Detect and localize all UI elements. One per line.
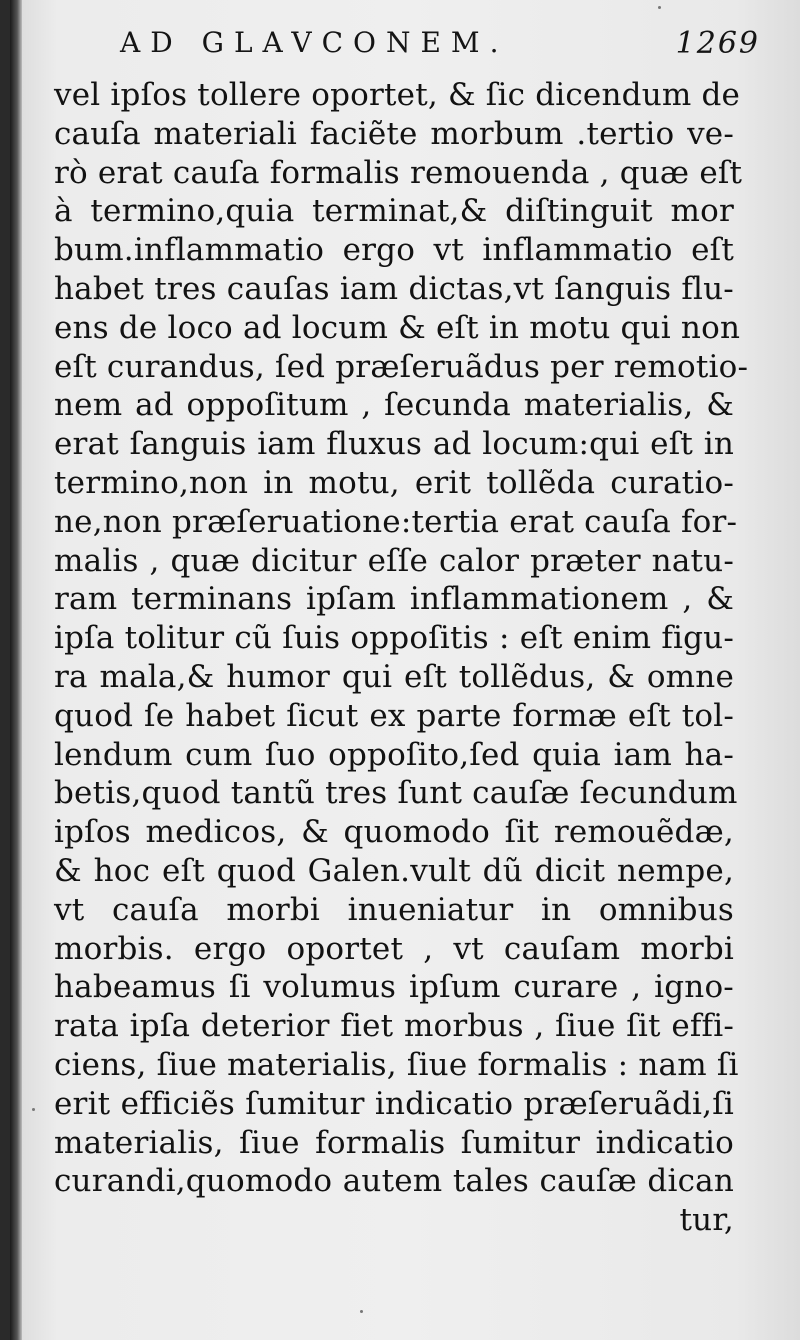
text-line: ra mala,& humor qui eſt tollẽdus, & omne: [54, 658, 734, 695]
ink-speck: [658, 6, 661, 9]
text-line: rata ipſa deterior fiet morbus , ſiue ſit effi-: [54, 1008, 734, 1045]
text-line: erit efficiẽs ſumitur indicatio præſeruãdi,ſi: [54, 1085, 734, 1122]
text-line: à termino,quia terminat,& diſtinguit mor: [54, 193, 734, 230]
text-line: & hoc eſt quod Galen.vult dũ dicit nempe,: [54, 852, 734, 889]
body-text: [54, 76, 749, 1240]
text-line: lendum cum ſuo oppoſito,ſed quia iam ha-: [54, 736, 734, 773]
text-line: bum.inflammatio ergo vt inflammatio eſt: [54, 232, 734, 269]
text-line: erat ſanguis iam fluxus ad locum:qui eſt in: [54, 426, 734, 463]
ink-speck: [360, 1310, 363, 1313]
text-line: vel ipſos tollere oportet, & ſic dicendum de: [54, 77, 741, 113]
text-line: ipſos medicos, & quomodo ſit remouẽdæ,: [54, 814, 734, 851]
ink-speck: [32, 1108, 35, 1111]
text-line: rò erat cauſa formalis remouenda , quæ eſt: [54, 154, 743, 191]
page-header: [120, 26, 760, 66]
text-line: vt cauſa morbi inueniatur in omnibus: [54, 891, 734, 928]
text-line: ipſa tolitur cũ ſuis oppoſitis : eſt enim figu-: [54, 620, 734, 657]
text-line: betis,quod tantũ tres ſunt cauſæ ſecundum: [54, 775, 738, 812]
text-line: ram terminans ipſam inflammationem , &: [54, 581, 734, 618]
text-line: eſt curandus, ſed præſeruãdus per remotio-: [54, 348, 749, 385]
text-line: morbis. ergo oportet , vt cauſam morbi: [54, 930, 734, 967]
text-line: ens de loco ad locum & eſt in motu qui non: [54, 309, 741, 346]
page-binding-shadow: [10, 0, 22, 1340]
catchword: tur,: [679, 1202, 734, 1239]
text-line: habet tres cauſas iam dictas,vt ſanguis flu-: [54, 270, 734, 307]
text-line: nem ad oppoſitum , ſecunda materialis, &: [54, 387, 734, 424]
text-line: curandi,quomodo autem tales cauſæ dican: [54, 1163, 734, 1200]
text-line: termino,non in motu, erit tollẽda curatio-: [54, 464, 734, 501]
text-line: cauſa materiali faciẽte morbum .tertio ve-: [54, 115, 734, 152]
text-line: quod ſe habet ſicut ex parte formæ eſt tol-: [54, 697, 734, 734]
text-line: ciens, ſiue materialis, ſiue formalis : nam ſi: [54, 1046, 739, 1083]
text-line: ne,non præſeruatione:tertia erat cauſa for-: [54, 503, 738, 540]
text-line: habeamus ſi volumus ipſum curare , igno-: [54, 969, 734, 1006]
text-line: materialis, ſiue formalis ſumitur indicatio: [54, 1124, 734, 1161]
page-number: 1269: [675, 26, 760, 61]
running-head: AD GLAVCONEM.: [120, 26, 509, 59]
text-line: malis , quæ dicitur eſſe calor præter natu-: [54, 542, 734, 579]
book-page: [10, 0, 800, 1340]
